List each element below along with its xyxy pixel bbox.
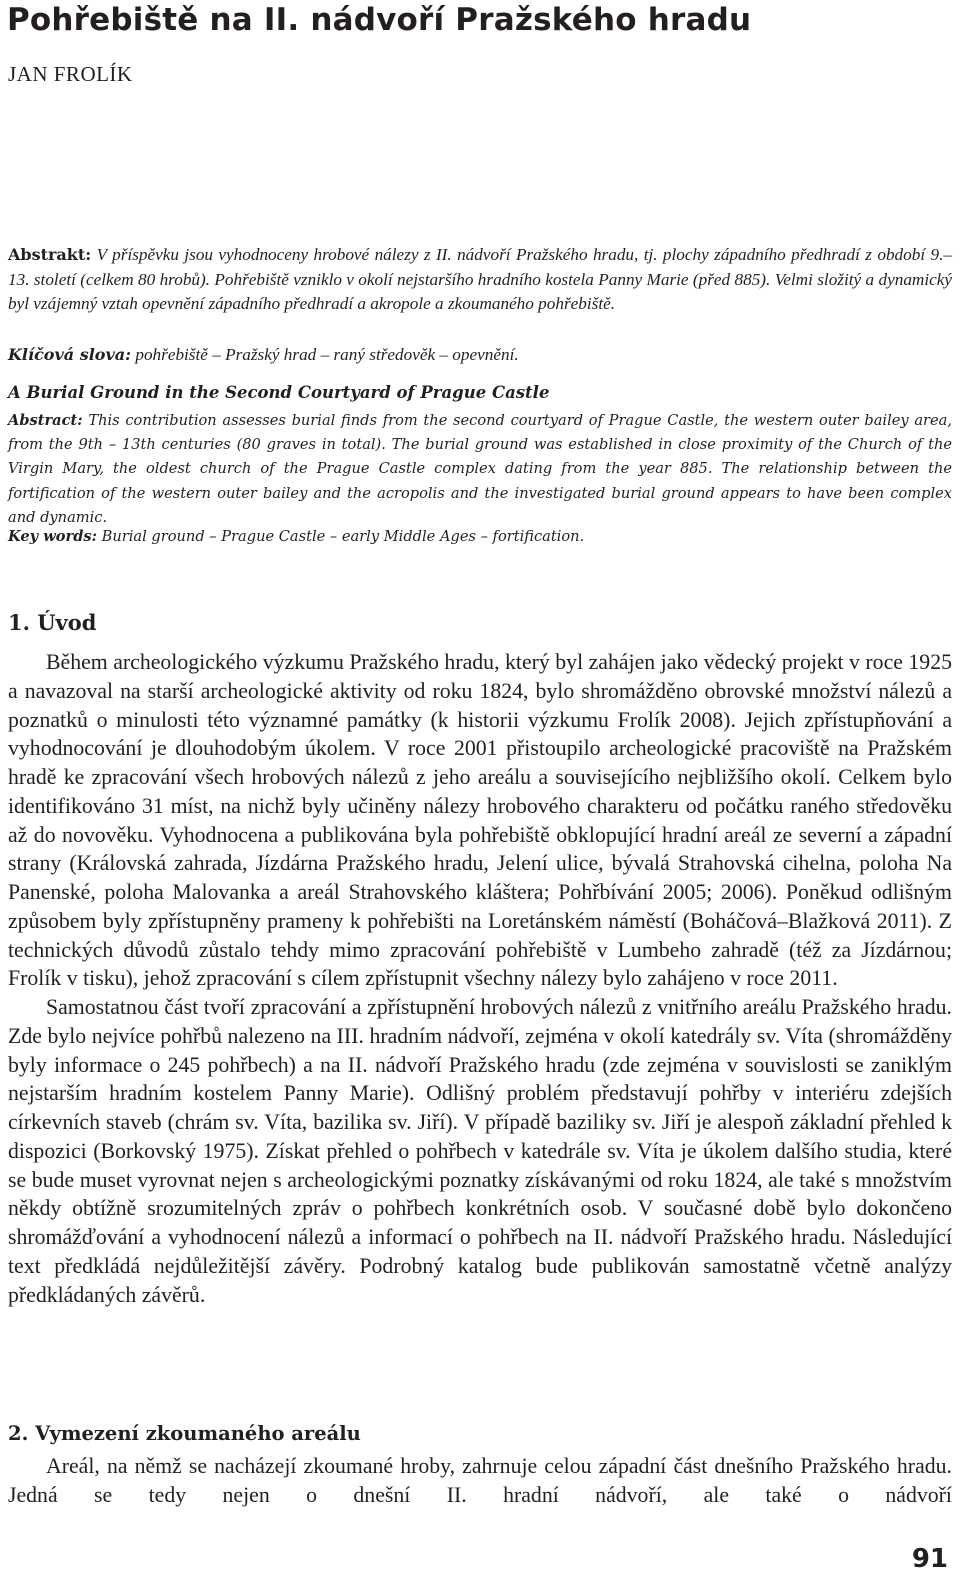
english-title: A Burial Ground in the Second Courtyard of Prague Castle [8,383,550,402]
section-1-heading: 1. Úvod [8,610,97,635]
keywords-english-label: Key words: [8,528,98,545]
section-1-paragraph-1: Během archeologického výzkumu Pražského hradu, který byl zahájen jako vědecký projekt v roce 1925 a navazoval na starší archeologické aktivity od roku 1824, bylo shromážděno obrovské množství nálezů a poznatků o minulosti této významné památky (k historii výzkumu Frolík 2008). Jejich zpřístupňování a vyhodnocování je dlouhodobým úkolem. V roce 2001 přistoupilo archeologické pracoviště na Pražském hradě ke zpracování všech hrobových nálezů z jeho areálu a souvisejícího nejbližšího okolí. Celkem bylo identifikováno 31 míst, na nichž byly učiněny nálezy hrobového charakteru od počátku raného středověku až do novověku. Vyhodnocena a publikována byla pohřebiště obklopující hradní areál ze severní a západní strany (Královská zahrada, Jízdárna Pražského hradu, Jelení ulice, bývalá Strahovská cihelna, poloha Na Panenské, poloha Malovanka a areál Strahovského kláštera; Pohřbívání 2005; 2006). Poněkud odlišným způsobem byly zpřístupněny prameny k pohřebišti na Loretánském náměstí (Boháčová–Blažková 2011). Z technických důvodů zůstalo tehdy mimo zpracování pohřebiště v Lumbeho zahradě (též za Jízdárnou; Frolík v tisku), jehož zpracování s cílem zpřístupnit všechny nálezy bylo zahájeno v roce 2011. [8,650,952,991]
abstract-czech [8,243,952,317]
keywords-czech-text: pohřebiště – Pražský hrad – raný středověk – opevnění. [131,345,519,364]
abstract-czech-text-1: V příspěvku jsou vyhodnoceny hrobové nálezy z II. nádvoří Pražského hradu, tj. plochy západního předhradí z období 9.–13. století (celkem 80 hrobů). [8,245,952,289]
section-2-body [8,1452,952,1510]
keywords-czech [8,345,519,365]
abstract-czech-text-2: Pohřebiště vzniklo v okolí nejstaršího hradního kostela Panny Marie (před 885). Velmi složitý a dynamický byl vzájemný vztah opevnění západního předhradí a akropole a zkoumaného pohřebiště. [8,269,952,313]
section-2-heading: 2. Vymezení zkoumaného areálu [8,1422,361,1445]
section-1-body [8,648,952,1309]
section-2-paragraph-1: Areál, na němž se nacházejí zkoumané hroby, zahrnuje celou západní část dnešního Pražského hradu. Jedná se tedy nejen o dnešní II. hradní nádvoří, ale také o nádvoří [8,1454,952,1507]
article-title: Pohřebiště na II. nádvoří Pražského hradu [7,2,752,38]
abstract-czech-label: Abstrakt: [8,245,92,264]
keywords-english-text: Burial ground – Prague Castle – early Middle Ages – fortification. [97,528,585,545]
section-1-paragraph-2: Samostatnou část tvoří zpracování a zpřístupnění hrobových nálezů z vnitřního areálu Pražského hradu. Zde bylo nejvíce pohřbů nalezeno na III. hradním nádvoří, zejména v okolí katedrály sv. Víta (shromážděny byly informace o 245 pohřbech) a na II. nádvoří Pražského hradu (zde zejména v souvislosti se zaniklým nejstarším hradním kostelem Panny Marie). Odlišný problém představují pohřby v interiéru zdejších církevních staveb (chrám sv. Víta, bazilika sv. Jiří). V případě baziliky sv. Jiří je alespoň základní přehled k dispozici (Borkovský 1975). Získat přehled o pohřbech v katedrále sv. Víta je úkolem dalšího studia, které se bude muset vyrovnat nejen s archeologickými poznatky získávanými od roku 1824, ale také s množstvím někdy obtížně srozumitelných zpráv o pohřbech konkrétních osob. V současné době bylo dokončeno shromážďování a vyhodnocení nálezů a informací o pohřbech na II. nádvoří Pražského hradu. Následující text předkládá nejdůležitější závěry. Podrobný katalog bude publikován samostatně včetně analýzy předkládaných závěrů. [8,995,952,1307]
article-author: JAN FROLÍK [8,62,133,86]
keywords-czech-label: Klíčová slova: [8,345,132,364]
abstract-english-text: This contribution assesses burial finds from the second courtyard of Prague Castle, the western outer bailey area, from the 9th – 13th centuries (80 graves in total). The burial ground was established in close proximity of the Church of the Virgin Mary, the oldest church of the Prague Castle complex dating from the year 885. The relationship between the fortification of the western outer bailey and the acropolis and the investigated burial ground appears to have been complex and dynamic. [8,412,952,526]
page-number: 91 [911,1544,948,1574]
abstract-english [8,409,952,530]
keywords-english [8,528,584,545]
abstract-english-label: Abstract: [8,412,83,429]
